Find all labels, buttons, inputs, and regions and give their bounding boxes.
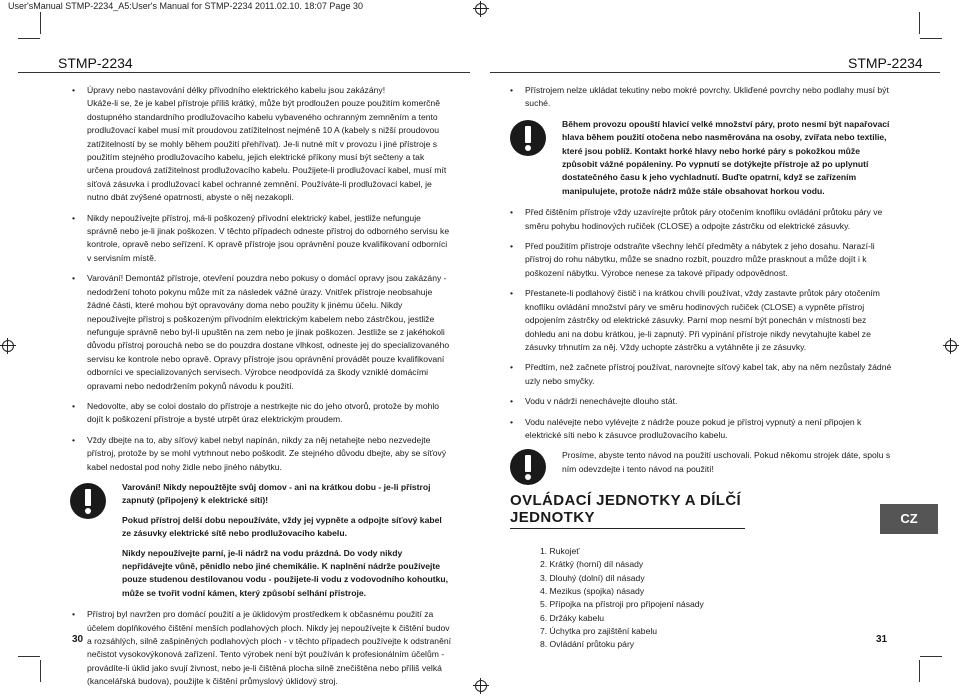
list-item: • Předtím, než začnete přístroj používat, narovnejte síťový kabel tak, aby na něm nezůstaly žádné uzly nebo smyčky. xyxy=(510,361,894,388)
list-item: • Přístrojem nelze ukládat tekutiny nebo mokré povrchy. Ukliďené povrchy nebo podlahy musí být suché. xyxy=(510,84,894,111)
intro-body: Ukáže-li se, že je kabel přístroje příliš krátký, může být prodloužen pouze použitím komerčně dostupného standardního prodlužovacího kabelu vybaveného ochranným zemněním a tento prodlužovací kabel musí mít proudovou zatížitelnost nejméně 10 A (kabely s nižší proudovou zatížitelností by se mohly během použití přehřívat). Je-li nutné mít v provozu i jiné přístroje s použitím stejného prodlužovacího kabelu, jejich elektrické příkony musí být sečteny a tak určena proudová zatížitelnost prodlužovacího kabelu. Použijete-li prodlužovací kabel, musí mít síťová zásuvka i prodlužovací kabel ochranné zemnění. Používáte-li prodlužovací kabel, je nutno dbát zvýšené opatrnosti, abyste o něj nezakopli. xyxy=(87,98,447,203)
crop-mark xyxy=(18,38,40,39)
list-item: • Varování! Demontáž přístroje, otevření pouzdra nebo pokusy o domácí opravy jsou zakázány - nedodržení tohoto pokynu může mít za následek vážné úrazy. Vnitřek přístroje neobsahuje žádné části, které mohou být opravovány doma nebo použity k jinému účelu. Nikdy nepoužívejte přístroj s poškozeným přívodním elektrickým kabelem nebo zástrčkou, jestliže nefunguje správně nebo byl-li upuštěn na zem nebo je jinak poškozen. Jestliže se z jakéhokoli důvodu přístroj porouchá nebo se do pouzdra dostane vlhkost, odneste jej do specializovaného servisu ke kontrole nebo opravě. Opravy přístroje jsou oprávnění provádět pouze kvalifikovaní odborníci ve specializovaných servisech. Výrobce neodpovídá za škody vzniklé domácími opravami nebo nedodržením pokynů návodu k použití. xyxy=(72,272,452,393)
list-item: • Nikdy nepoužívejte přístroj, má-li poškozený přívodní elektrický kabel, jestliže nefunguje správně nebo je-li jinak poškozen. V těchto případech odneste přístroj do odborného servisu ke kontrole, opravě nebo seřízení. K opravě přístroje jsou oprávnění pouze kvalifikovaní odborníci v servisním místě. xyxy=(72,212,452,266)
parts-list-item: 4. Mezikus (spojka) násady xyxy=(540,586,645,597)
note-box xyxy=(510,449,894,476)
page-number-right: 31 xyxy=(876,634,888,645)
registration-mark-icon xyxy=(473,678,489,694)
warning-text-3: Nikdy nepoužívejte parní, je-li nádrž na vodu prázdná. Do vody nikdy nepřidávejte vůně, pěnidlo nebo jiné chemikálie. K naplnění nádrže používejte pouze studenou destilovanou vodu - použijete-li vodu z vodovodního kohoutku, může se tvořit vodní kámen, který způsobí selhání přístroje. xyxy=(122,547,449,598)
list-item: • Vodu v nádrži nenechávejte dlouho stát. xyxy=(510,395,894,408)
crop-mark xyxy=(919,12,920,34)
note-text: Prosíme, abyste tento návod na použití uschovali. Pokud někomu strojek dáte, spolu s ním odevzdejte i tento návod na použití! xyxy=(562,450,891,474)
section-title: OVLÁDACÍ JEDNOTKY A DÍLČÍ JEDNOTKY xyxy=(510,492,745,529)
list-item: • Přístroj byl navržen pro domácí použití a je úklidovým prostředkem k občasnému použití za účelem doplňkového čištění menších podlahových ploch. Nikdy jej nepoužívejte k čištění budov a rozsáhlých, silně zašpiněných podlahových ploch - v těchto případech používejte k odstranění nečistot vysokovýkonová zařízení. Tento výrobek není být používán k profesionálním účelům - provádíte-li úklid jako svují živnost, nebo je-li čištěná plocha silně znečištěna nebo příliš velká (kancelářská budova), použijte k čištění průmyslový úklidový stroj. xyxy=(72,608,452,688)
list-item: • Nedovolte, aby se coloi dostalo do přístroje a nestrkejte nic do jeho otvorů, protože by mohlo dojít k poškození přístroje a bysté utrpět úraz elektrickým proudem. xyxy=(72,400,452,427)
list-item xyxy=(72,84,452,205)
registration-mark-icon xyxy=(943,338,959,354)
print-slug-text: User'sManual STMP-2234_A5:User's Manual for STMP-2234 2011.02.10. 18:07 Page 30 xyxy=(8,1,363,11)
warning-text-2: Pokud přístroj delší dobu nepoužíváte, vždy jej vypněte a odpojte síťový kabel ze zásuvky elektrické sítě nebo prodlužovacího kabelu. xyxy=(122,514,442,539)
parts-list-item: 5. Přípojka na přístroji pro připojení násady xyxy=(540,599,704,610)
parts-list-item: 2. Krátký (horní) díl násady xyxy=(540,559,644,570)
crop-mark xyxy=(920,38,942,39)
language-tab: CZ xyxy=(880,504,938,534)
parts-list-item: 7. Úchytka pro zajištění kabelu xyxy=(540,625,658,636)
list-item: • Před čištěním přístroje vždy uzavírejte průtok páry otočením knoflíku ovládání průtoku páry ve směru pohybu hodinových ručiček (CLOSE) a odpojte zástrčku od elektrické zásuvky. xyxy=(510,206,894,233)
header-left: STMP-2234 xyxy=(58,55,133,71)
intro-title: Úpravy nebo nastavování délky přívodního elektrického kabelu jsou zakázány! xyxy=(87,85,386,95)
list-item: • Vodu nalévejte nebo vylévejte z nádrže pouze pokud je přístroj vypnutý a není připojen k elektrické síti nebo k zásuvce prodlužovacího kabelu. xyxy=(510,416,894,443)
warning-text: Během provozu opouští hlavicí velké množství páry, proto nesmí být napařovací hlava během použití otočena nebo nasměrována na osoby, zvířata nebo textilie, které jsou poblíž. Kontakt horké hlavy nebo horké páry s pokožkou může způsobit vážné popáleniny. Po vypnutí se dotýkejte přístroje až po uplynutí dostatečného času k jeho vychladnutí. Buďte opatrní, když se zařízením manipulujete, protože nádrž může stále obsahovat horkou vodu. xyxy=(562,118,890,196)
header-rule-right xyxy=(490,72,940,73)
warning-exclamation-icon xyxy=(70,483,106,519)
crop-mark xyxy=(40,660,41,682)
left-column xyxy=(72,84,452,696)
header-rule-left xyxy=(18,72,470,73)
parts-list-item: 8. Ovládání průtoku páry xyxy=(540,639,635,650)
warning-box xyxy=(70,481,452,600)
list-item: • Před použitím přístroje odstraňte všechny lehčí předměty a nábytek z jeho dosahu. Narazí-li přístroj do rohu nábytku, může se snadno rozbít, pouzdro může prasknout a může dojít i k poškození nábytku. Výrobce nenese za takové případy odpovědnost. xyxy=(510,240,894,280)
parts-list xyxy=(510,545,894,651)
crop-mark xyxy=(919,660,920,682)
registration-mark-icon xyxy=(0,338,16,354)
crop-mark xyxy=(920,656,942,657)
warning-box xyxy=(510,118,894,198)
warning-text-1: Varování! Nikdy nepoužtějte svůj domov - ani na krátkou dobu - je-li přístroj zapnutý (připojený k elektrické síti)! xyxy=(122,481,431,506)
list-item: • Vždy dbejte na to, aby síťový kabel nebyl napínán, nikdy za něj netahejte nebo nezvedejte přístroj, protože by se mohl vytrhnout nebo poškodit. Ze stejného důvodu dbejte, aby se síťový kabel nedostal pod nohy židle nebo jiného nábytku. xyxy=(72,434,452,474)
parts-list-item: 3. Dlouhý (dolní) díl násady xyxy=(540,572,645,583)
parts-list-item: 1. Rukojeť xyxy=(540,546,580,557)
crop-mark xyxy=(40,12,41,34)
right-column xyxy=(510,84,894,652)
registration-mark-icon xyxy=(473,1,489,17)
page-number-left: 30 xyxy=(72,634,84,645)
parts-list-item: 6. Držáky kabelu xyxy=(540,612,605,623)
crop-mark xyxy=(18,656,40,657)
header-right: STMP-2234 xyxy=(848,55,923,71)
warning-exclamation-icon xyxy=(510,120,546,156)
list-item: • Přestanete-li podlahový čistič i na krátkou chvíli používat, vždy zastavte průtok páry otočením knoflíku ovládání množství páry ve směru hodinových ručiček (CLOSE) a vypněte přístroj odpojením zástrčky od elektrické zásuvky. Parní mop nesmí být ponechán v místnosti bez dohledu ani na dobu krátkou, je-li zapnutý. Při vypínání přístroje nikdy nevytahujte kabel ze zásuvky trhnutím za něj. Vždy uchopte zástrčku a vytáhněte ji ze zásuvky. xyxy=(510,287,894,354)
note-exclamation-icon xyxy=(510,449,546,485)
